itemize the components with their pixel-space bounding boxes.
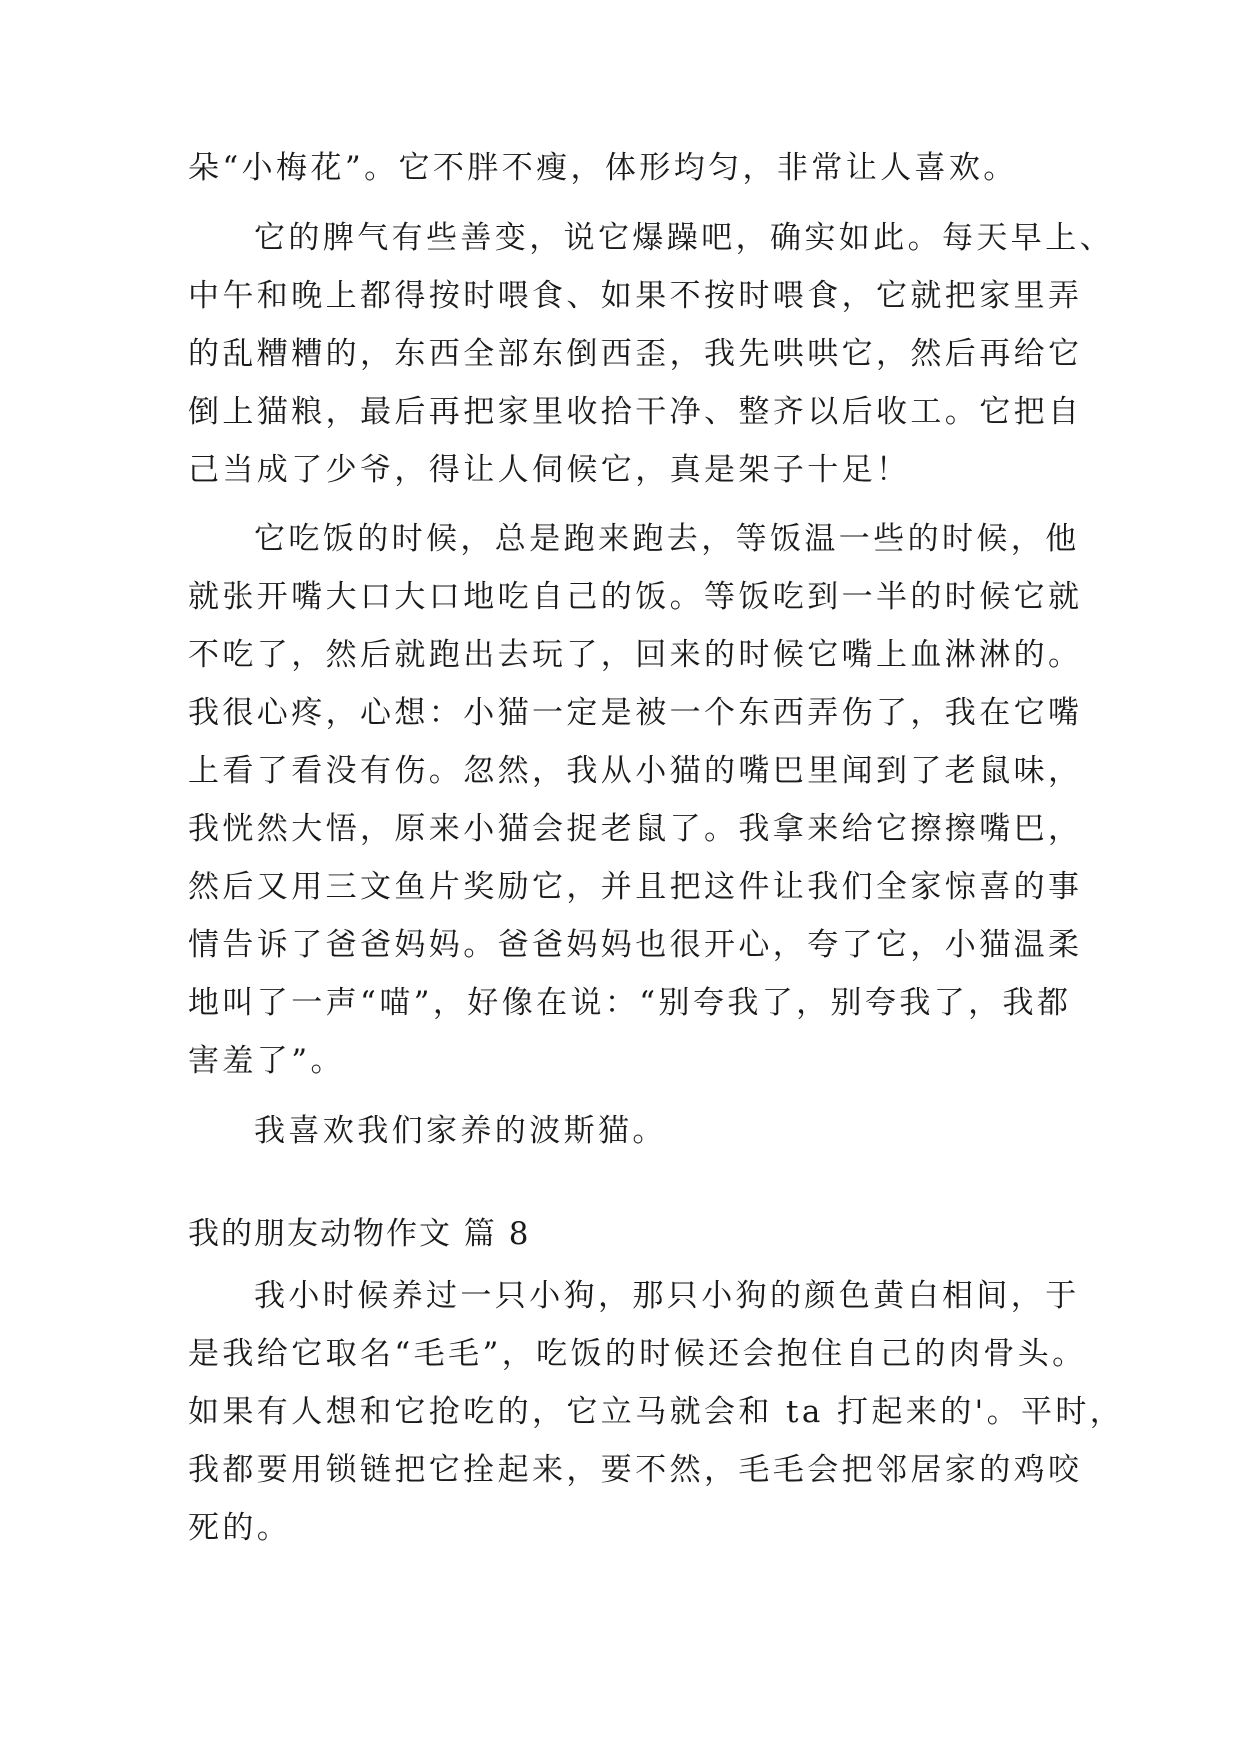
paragraph-3-line-9: 地叫了一声“喵”，好像在说：“别夸我了，别夸我了，我都 bbox=[188, 985, 1072, 1021]
paragraph-3-line-2: 就张开嘴大口大口地吃自己的饭。等饭吃到一半的时候它就 bbox=[188, 579, 1083, 615]
paragraph-5-line-1: 我小时候养过一只小狗，那只小狗的颜色黄白相间，于 bbox=[254, 1278, 1080, 1314]
paragraph-3-line-5: 上看了看没有伤。忽然，我从小猫的嘴巴里闻到了老鼠味， bbox=[188, 753, 1083, 789]
paragraph-4-line-1: 我喜欢我们家养的波斯猫。 bbox=[254, 1113, 667, 1149]
paragraph-3-line-10: 害羞了”。 bbox=[188, 1043, 345, 1079]
paragraph-3-line-8: 情告诉了爸爸妈妈。爸爸妈妈也很开心，夸了它，小猫温柔 bbox=[188, 927, 1083, 963]
paragraph-3-line-3: 不吃了，然后就跑出去玩了，回来的时候它嘴上血淋淋的。 bbox=[188, 637, 1083, 673]
paragraph-3-line-4: 我很心疼，心想：小猫一定是被一个东西弄伤了，我在它嘴 bbox=[188, 695, 1083, 731]
section-heading: 我的朋友动物作文 篇 8 bbox=[188, 1216, 531, 1252]
paragraph-2-line-4: 倒上猫粮，最后再把家里收拾干净、整齐以后收工。它把自 bbox=[188, 394, 1083, 430]
paragraph-3-line-6: 我恍然大悟，原来小猫会捉老鼠了。我拿来给它擦擦嘴巴， bbox=[188, 811, 1083, 847]
paragraph-5-line-5: 死的。 bbox=[188, 1510, 292, 1546]
paragraph-2-line-3: 的乱糟糟的，东西全部东倒西歪，我先哄哄它，然后再给它 bbox=[188, 336, 1083, 372]
paragraph-3-line-1: 它吃饭的时候，总是跑来跑去，等饭温一些的时候，他 bbox=[254, 521, 1080, 557]
paragraph-5-line-2: 是我给它取名“毛毛”，吃饭的时候还会抱住自己的肉骨头。 bbox=[188, 1336, 1087, 1372]
paragraph-2-line-1: 它的脾气有些善变，说它爆躁吧，确实如此。每天早上、 bbox=[254, 220, 1114, 256]
paragraph-2-line-5: 己当成了少爷，得让人伺候它，真是架子十足！ bbox=[188, 452, 911, 488]
paragraph-1-line-1: 朵“小梅花”。它不胖不瘦，体形均匀，非常让人喜欢。 bbox=[188, 150, 1018, 186]
paragraph-3-line-7: 然后又用三文鱼片奖励它，并且把这件让我们全家惊喜的事 bbox=[188, 869, 1083, 905]
paragraph-5-line-3: 如果有人想和它抢吃的，它立马就会和 ta 打起来的'。平时， bbox=[188, 1394, 1125, 1430]
paragraph-5-line-4: 我都要用锁链把它拴起来，要不然，毛毛会把邻居家的鸡咬 bbox=[188, 1452, 1083, 1488]
paragraph-2-line-2: 中午和晚上都得按时喂食、如果不按时喂食，它就把家里弄 bbox=[188, 278, 1083, 314]
